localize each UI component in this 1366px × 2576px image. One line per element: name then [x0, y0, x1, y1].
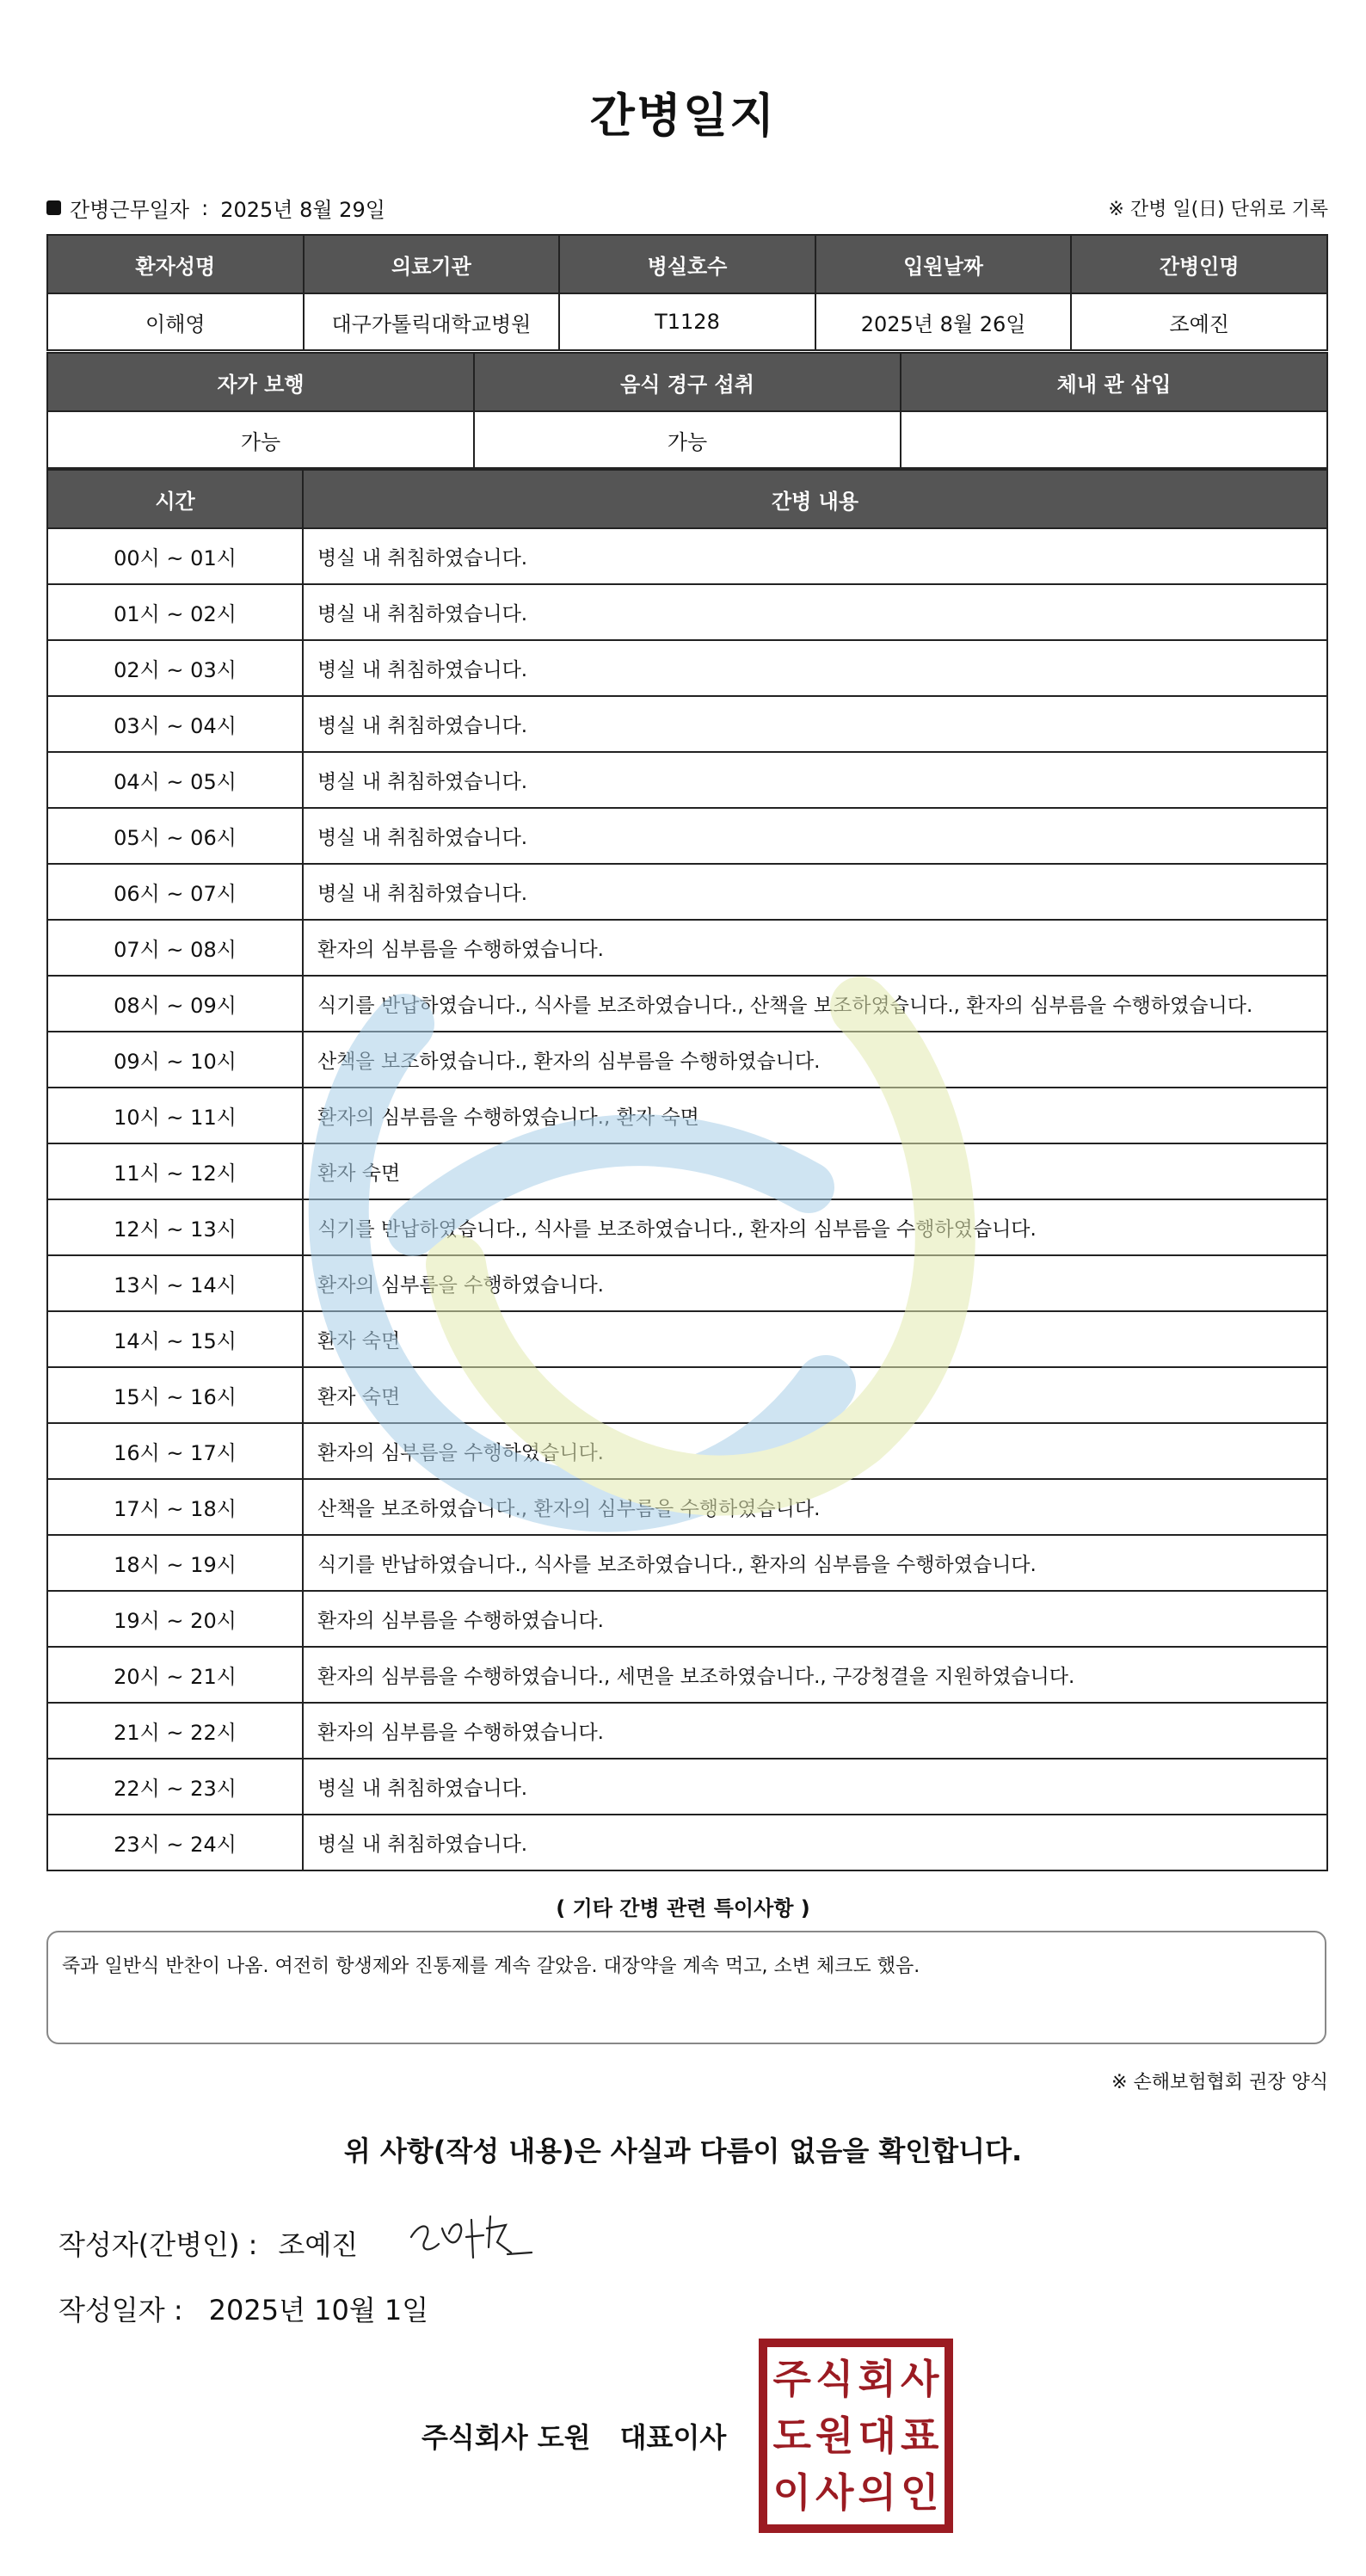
time-slot: 14시 ~ 15시	[47, 1311, 303, 1367]
care-content: 환자의 심부름을 수행하였습니다.	[303, 1591, 1327, 1647]
time-slot: 05시 ~ 06시	[47, 808, 303, 864]
table-row	[47, 1367, 1327, 1423]
table-row	[47, 640, 1327, 696]
table-row	[47, 696, 1327, 752]
table-row	[47, 920, 1327, 976]
time-slot: 03시 ~ 04시	[47, 696, 303, 752]
write-date-line	[58, 2289, 428, 2328]
square-bullet-icon	[46, 200, 61, 215]
seal-character: 원	[815, 2413, 854, 2459]
patient-info-table	[46, 234, 1328, 351]
oral-intake-value: 가능	[474, 411, 901, 468]
header-caregiver: 간병인명	[1071, 235, 1327, 293]
header-patient-name: 환자성명	[47, 235, 304, 293]
unit-note: ※ 간병 일(日) 단위로 기록	[1108, 199, 1328, 220]
seal-character: 대	[858, 2413, 896, 2459]
seal-character: 식	[815, 2356, 854, 2402]
header-care-content: 간병 내용	[303, 470, 1327, 528]
table-row	[47, 1423, 1327, 1479]
hospital: 대구가톨릭대학교병원	[304, 293, 560, 350]
header-oral-intake: 음식 경구 섭취	[474, 353, 901, 411]
table-row	[47, 1311, 1327, 1367]
writer-line	[58, 2223, 358, 2263]
header-time: 시간	[47, 470, 303, 528]
seal-character: 이	[772, 2469, 811, 2516]
table-row	[47, 976, 1327, 1032]
time-slot: 11시 ~ 12시	[47, 1143, 303, 1199]
write-date-label: 작성일자 :	[58, 2294, 183, 2326]
table-row	[47, 528, 1327, 584]
table-row	[47, 1199, 1327, 1255]
seal-character: 사	[815, 2469, 854, 2516]
care-content: 식기를 반납하였습니다., 식사를 보조하였습니다., 환자의 심부름을 수행하였습니다.	[303, 1535, 1327, 1591]
table-row	[47, 1255, 1327, 1311]
care-content: 병실 내 취침하였습니다.	[303, 640, 1327, 696]
work-date-label: 간병근무일자	[70, 198, 190, 222]
table-row	[47, 752, 1327, 808]
company-seal-stamp	[759, 2339, 953, 2533]
time-slot: 00시 ~ 01시	[47, 528, 303, 584]
care-content: 환자 숙면	[303, 1311, 1327, 1367]
header-room: 병실호수	[559, 235, 815, 293]
header-self-walking: 자가 보행	[47, 353, 474, 411]
table-row	[47, 808, 1327, 864]
table-row	[47, 1703, 1327, 1759]
time-slot: 15시 ~ 16시	[47, 1367, 303, 1423]
seal-character: 도	[772, 2413, 811, 2459]
time-slot: 19시 ~ 20시	[47, 1591, 303, 1647]
seal-character: 표	[901, 2413, 939, 2459]
time-slot: 06시 ~ 07시	[47, 864, 303, 920]
time-slot: 20시 ~ 21시	[47, 1647, 303, 1703]
care-content: 환자의 심부름을 수행하였습니다., 환자 숙면	[303, 1088, 1327, 1143]
time-slot: 04시 ~ 05시	[47, 752, 303, 808]
signature-image	[404, 2203, 542, 2271]
care-content: 환자의 심부름을 수행하였습니다.	[303, 1255, 1327, 1311]
writer-name: 조예진	[278, 2228, 359, 2261]
tube-insertion-value	[901, 411, 1327, 468]
special-notes-box: 죽과 일반식 반찬이 나옴. 여전히 항생제와 진통제를 계속 갈았음. 대장약을 계속 먹고, 소변 체크도 했음.	[46, 1931, 1326, 2044]
patient-status-table	[46, 352, 1328, 469]
page-title: 간병일지	[589, 89, 777, 143]
care-content: 식기를 반납하였습니다., 식사를 보조하였습니다., 산책을 보조하였습니다., 환자의 심부름을 수행하였습니다.	[303, 976, 1327, 1032]
header-admission-date: 입원날짜	[815, 235, 1072, 293]
company-name: 주식회사 도원	[421, 2421, 591, 2454]
seal-character: 사	[901, 2356, 939, 2402]
time-slot: 16시 ~ 17시	[47, 1423, 303, 1479]
table-row	[47, 1759, 1327, 1815]
work-date-value: 2025년 8월 29일	[220, 198, 385, 222]
header-tube-insertion: 체내 관 삽입	[901, 353, 1327, 411]
caregiver-name: 조예진	[1071, 293, 1327, 350]
care-content: 환자의 심부름을 수행하였습니다.	[303, 920, 1327, 976]
time-slot: 21시 ~ 22시	[47, 1703, 303, 1759]
writer-label: 작성자(간병인) :	[58, 2228, 258, 2261]
care-content: 환자 숙면	[303, 1143, 1327, 1199]
write-date-value: 2025년 10월 1일	[208, 2294, 429, 2326]
care-content: 식기를 반납하였습니다., 식사를 보조하였습니다., 환자의 심부름을 수행하였습니다.	[303, 1199, 1327, 1255]
admission-date: 2025년 8월 26일	[815, 293, 1072, 350]
work-date	[46, 193, 385, 223]
seal-character: 주	[772, 2356, 811, 2402]
care-content: 병실 내 취침하였습니다.	[303, 1759, 1327, 1815]
care-content: 병실 내 취침하였습니다.	[303, 1815, 1327, 1870]
table-row	[47, 864, 1327, 920]
time-slot: 17시 ~ 18시	[47, 1479, 303, 1535]
company-representative: 대표이사	[619, 2421, 727, 2454]
table-row	[47, 1088, 1327, 1143]
time-slot: 02시 ~ 03시	[47, 640, 303, 696]
header-hospital: 의료기관	[304, 235, 560, 293]
table-row	[47, 584, 1327, 640]
time-slot: 12시 ~ 13시	[47, 1199, 303, 1255]
table-row	[47, 1815, 1327, 1870]
time-slot: 07시 ~ 08시	[47, 920, 303, 976]
table-row	[47, 1535, 1327, 1591]
time-slot: 22시 ~ 23시	[47, 1759, 303, 1815]
self-walking-value: 가능	[47, 411, 474, 468]
seal-character: 회	[858, 2356, 896, 2402]
time-slot: 01시 ~ 02시	[47, 584, 303, 640]
confirmation-statement: 위 사항(작성 내용)은 사실과 다름이 없음을 확인합니다.	[343, 2135, 1023, 2167]
care-log-table	[46, 469, 1328, 1871]
table-row	[47, 1591, 1327, 1647]
care-content: 환자의 심부름을 수행하였습니다., 세면을 보조하였습니다., 구강청결을 지원하였습니다.	[303, 1647, 1327, 1703]
care-content: 병실 내 취침하였습니다.	[303, 752, 1327, 808]
company-line	[421, 2416, 726, 2456]
time-slot: 10시 ~ 11시	[47, 1088, 303, 1143]
care-content: 병실 내 취침하였습니다.	[303, 528, 1327, 584]
special-notes-title: ( 기타 간병 관련 특이사항 )	[556, 1896, 810, 1920]
care-content: 산책을 보조하였습니다., 환자의 심부름을 수행하였습니다.	[303, 1032, 1327, 1088]
table-row	[47, 1143, 1327, 1199]
time-slot: 08시 ~ 09시	[47, 976, 303, 1032]
care-content: 병실 내 취침하였습니다.	[303, 864, 1327, 920]
time-slot: 13시 ~ 14시	[47, 1255, 303, 1311]
patient-name: 이해영	[47, 293, 304, 350]
time-slot: 23시 ~ 24시	[47, 1815, 303, 1870]
work-date-separator: :	[201, 195, 209, 220]
care-log-body	[47, 528, 1327, 1870]
seal-character: 의	[858, 2469, 896, 2516]
room-number: T1128	[559, 293, 815, 350]
table-row	[47, 1032, 1327, 1088]
care-content: 병실 내 취침하였습니다.	[303, 584, 1327, 640]
care-content: 병실 내 취침하였습니다.	[303, 808, 1327, 864]
care-content: 환자의 심부름을 수행하였습니다.	[303, 1703, 1327, 1759]
care-content: 환자의 심부름을 수행하였습니다.	[303, 1423, 1327, 1479]
table-row	[47, 1647, 1327, 1703]
care-content: 병실 내 취침하였습니다.	[303, 696, 1327, 752]
seal-character: 인	[901, 2469, 939, 2516]
time-slot: 18시 ~ 19시	[47, 1535, 303, 1591]
table-row	[47, 1479, 1327, 1535]
insurer-note: ※ 손해보험협회 권장 양식	[1111, 2072, 1328, 2093]
time-slot: 09시 ~ 10시	[47, 1032, 303, 1088]
care-content: 산책을 보조하였습니다., 환자의 심부름을 수행하였습니다.	[303, 1479, 1327, 1535]
care-content: 환자 숙면	[303, 1367, 1327, 1423]
